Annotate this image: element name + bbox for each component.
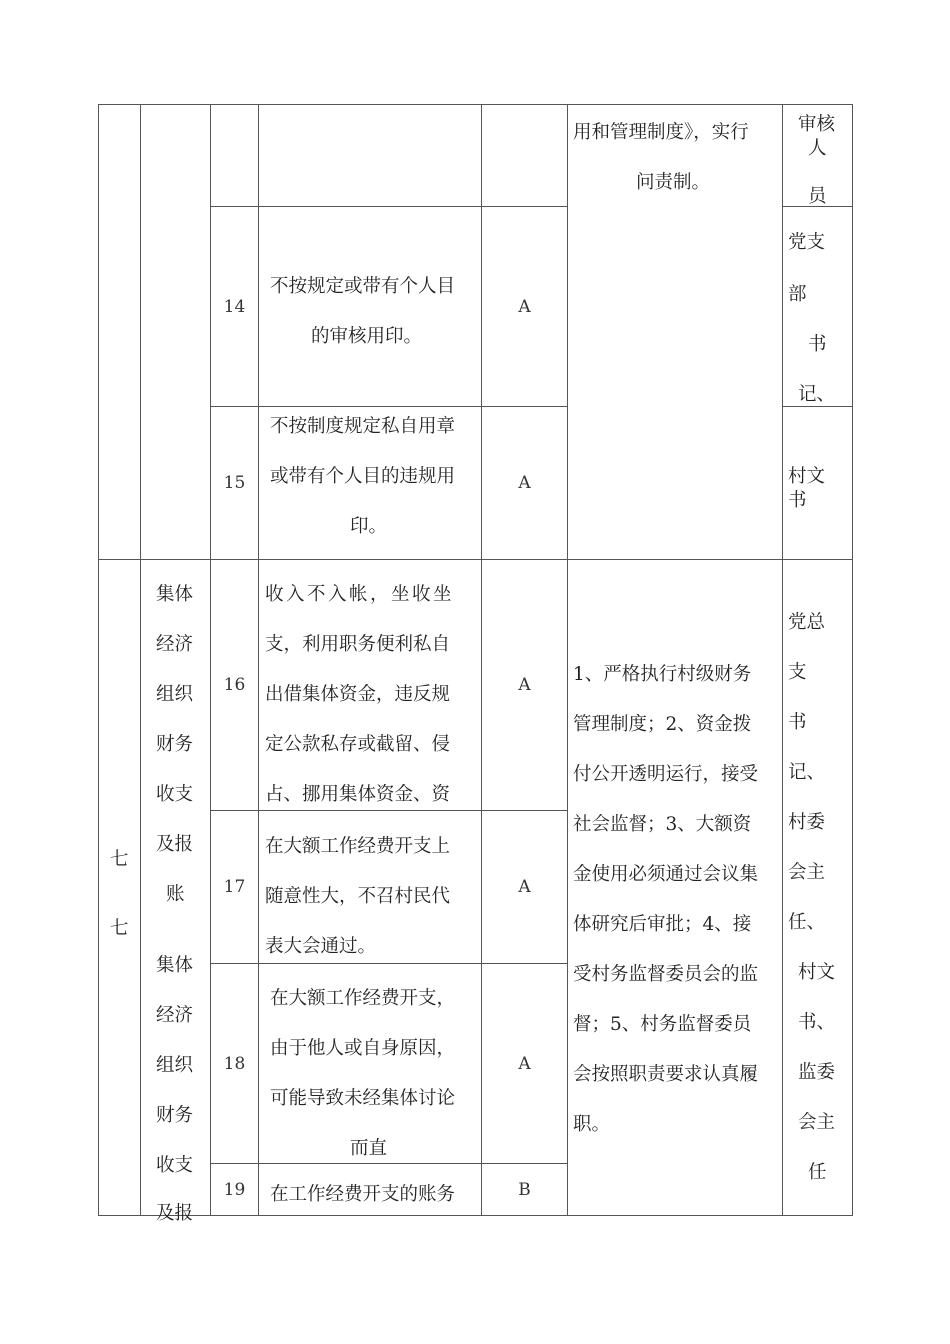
row15-desc-line3: 印。 (350, 516, 388, 537)
persons-line-1: 党总 (788, 612, 826, 633)
row16-desc-line1: 收入不入帐，坐收坐 (265, 584, 455, 605)
measures-line-3: 付公开透明运行，接受 (573, 764, 759, 785)
row14-desc-line1: 不按规定或带有个人目 (270, 276, 456, 297)
persons-line-12: 任 (808, 1162, 827, 1183)
category-line-1: 集体 (156, 584, 194, 605)
category-line-5: 收支 (156, 784, 194, 805)
person-top-line3: 员 (808, 186, 827, 207)
row-divider-14-15-person (782, 406, 852, 407)
row15-person-line1: 村文 (788, 466, 826, 487)
row14-level: A (518, 296, 531, 317)
persons-line-11: 会主 (798, 1112, 836, 1133)
row14-person-line2: 部 (788, 284, 807, 305)
measure-tail-line2: 问责制。 (636, 172, 711, 193)
row18-number: 18 (223, 1053, 246, 1074)
col-line-0 (98, 104, 99, 1216)
row16-desc-line2: 支，利用职务便利私自 (265, 634, 451, 655)
persons-line-10: 监委 (798, 1062, 836, 1083)
row18-desc-line4: 而直 (350, 1138, 388, 1159)
table-bottom-border (98, 1215, 852, 1216)
row17-desc-line1: 在大额工作经费开支上 (265, 836, 451, 857)
row16-desc-line3: 出借集体资金，违反规 (265, 684, 451, 705)
row17-desc-line3: 表大会通过。 (265, 936, 377, 957)
measures-line-4: 社会监督；3、大额资 (573, 814, 752, 835)
measure-tail-line1: 用和管理制度》，实行 (573, 122, 749, 143)
person-top-line1: 审核 (798, 114, 836, 135)
row18-desc-line1: 在大额工作经费开支， (270, 988, 456, 1009)
persons-line-7: 任、 (788, 912, 826, 933)
row16-number: 16 (223, 675, 246, 695)
row19-desc: 在工作经费开支的账务 (270, 1184, 456, 1205)
measures-line-5: 金使用必须通过会议集 (573, 864, 759, 885)
row15-number: 15 (223, 473, 246, 493)
row17-desc-line2: 随意性大，不召村民代 (265, 886, 451, 907)
row14-person-line4: 记、 (798, 384, 836, 405)
col-line-6 (782, 104, 783, 1216)
persons-line-5: 村委 (788, 812, 826, 833)
row14-desc-line2: 的审核用印。 (311, 326, 423, 347)
persons-line-8: 村文 (798, 962, 836, 983)
col-line-1 (140, 104, 141, 1216)
category-repeat-line-6: 及报 (156, 1203, 194, 1224)
row16-level: A (518, 675, 531, 695)
row14-number: 14 (223, 296, 246, 317)
persons-line-2: 支 (788, 662, 807, 683)
row15-desc-line1: 不按制度规定私自用章 (270, 416, 456, 437)
measures-line-7: 受村务监督委员会的监 (573, 964, 759, 985)
row17-level: A (518, 877, 531, 897)
measures-line-1: 1、严格执行村级财务 (573, 664, 752, 685)
row17-number: 17 (223, 877, 246, 897)
persons-line-3: 书 (788, 712, 807, 733)
section-index-char1: 七 (110, 849, 129, 870)
person-top-line2: 人 (808, 138, 827, 159)
measures-line-8: 督；5、村务监督委员 (573, 1014, 752, 1035)
table-top-border (98, 104, 852, 105)
col-line-3 (258, 104, 259, 1216)
persons-line-4: 记、 (788, 762, 826, 783)
row18-desc-line2: 由于他人或自身原因， (270, 1038, 456, 1059)
section-index-char2: 七 (110, 918, 129, 939)
category-repeat-line-5: 收支 (156, 1155, 194, 1176)
row15-level: A (518, 473, 531, 493)
row14-person-line3: 书 (808, 334, 827, 355)
persons-line-9: 书、 (798, 1012, 836, 1033)
category-repeat-line-1: 集体 (156, 955, 194, 976)
col-line-5 (567, 104, 568, 1216)
row16-desc-line5: 占、挪用集体资金、资 (265, 784, 451, 805)
category-line-4: 财务 (156, 734, 194, 755)
category-repeat-line-3: 组织 (156, 1055, 194, 1076)
row18-level: A (518, 1053, 531, 1074)
persons-line-6: 会主 (788, 862, 826, 883)
measures-line-2: 管理制度；2、资金拨 (573, 714, 752, 735)
category-repeat-line-2: 经济 (156, 1005, 194, 1026)
row16-desc-line4: 定公款私存或截留、侵 (265, 734, 451, 755)
row19-level: B (518, 1179, 531, 1200)
row15-desc-line2: 或带有个人目的违规用 (270, 466, 456, 487)
category-line-7: 账 (166, 884, 185, 905)
measures-line-9: 会按照职责要求认真履 (573, 1064, 759, 1085)
row19-number: 19 (223, 1179, 246, 1200)
category-repeat-line-4: 财务 (156, 1105, 194, 1126)
category-line-2: 经济 (156, 634, 194, 655)
row14-person-line1: 党支 (788, 232, 826, 253)
measures-line-10: 职。 (573, 1114, 611, 1135)
row18-desc-line3: 可能导致未经集体讨论 (270, 1088, 456, 1109)
category-line-6: 及报 (156, 834, 194, 855)
col-line-7 (852, 104, 853, 1216)
category-line-3: 组织 (156, 684, 194, 705)
row15-person-line2: 书 (788, 490, 807, 511)
measures-line-6: 体研究后审批；4、接 (573, 914, 752, 935)
